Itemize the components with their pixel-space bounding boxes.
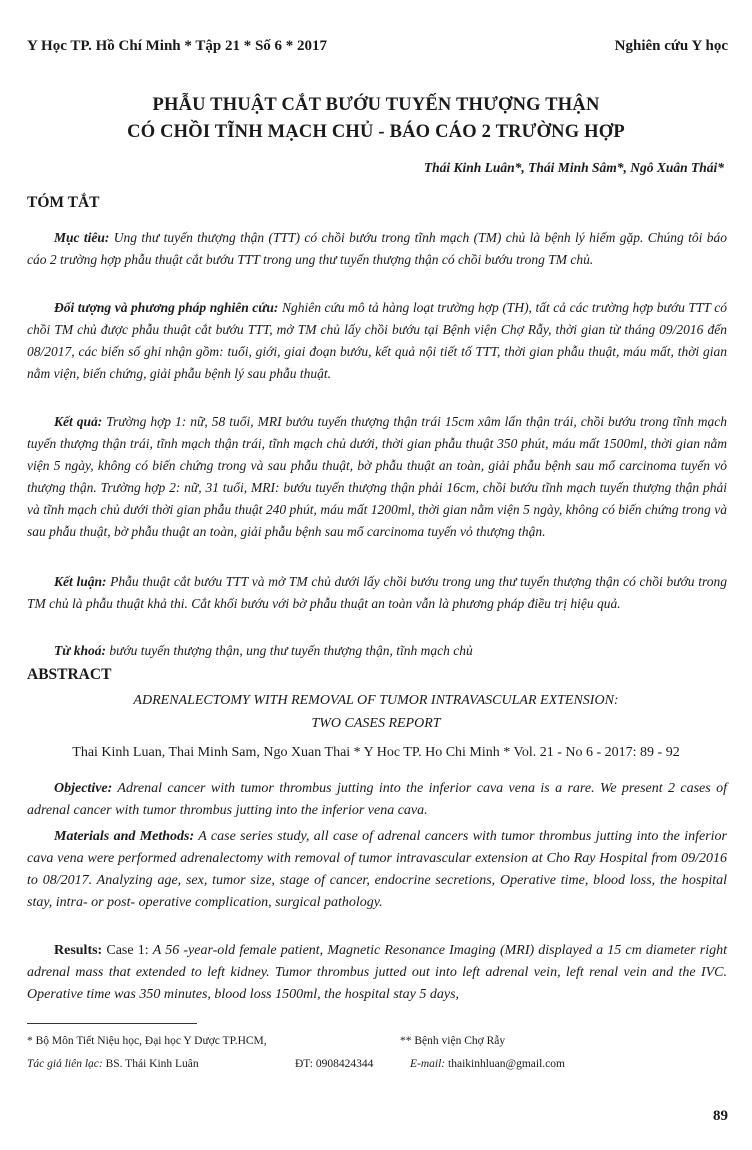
- summary-heading: TÓM TẮT: [27, 194, 100, 211]
- article-title-line1: PHẪU THUẬT CẮT BƯỚU TUYẾN THƯỢNG THẬN: [152, 95, 600, 115]
- abstract-results-text: A 56 -year-old female patient, Magnetic Resonance Imaging (MRI) displayed a 15 cm diameter right adrenal mass that extended to left kidney. Tumor thrombus jutted out into left adrenal vein, left renal vein and the IVC. Operative time was 350 minutes, blood loss 1500ml, the hospital stay 5 days,: [27, 943, 727, 1002]
- summary-conclusion-text: Phẫu thuật cắt bướu TTT và mở TM chủ dưới lấy chồi bướu trong ung thư tuyến thượng thận có chồi bướu trong TM chủ là phẫu thuật khả thi. Cắt khối bướu với bờ phẫu thuật an toàn vẫn là phương pháp điều trị hiệu quả.: [27, 574, 727, 611]
- footnote-contact-name: BS. Thái Kinh Luân: [102, 1058, 199, 1070]
- summary-methods: [27, 297, 727, 385]
- footnote-email: [410, 1058, 565, 1070]
- summary-methods-label: Đối tượng và phương pháp nghiên cứu:: [54, 300, 279, 315]
- summary-objective: [27, 227, 727, 271]
- abstract-objective-text: Adrenal cancer with tumor thrombus jutting into the inferior cava vena is a rare. We present 2 cases of adrenal cancer with tumor thrombus jutting into the inferior vena cava.: [27, 781, 727, 818]
- summary-results: [27, 411, 727, 543]
- summary-results-label: Kết quả:: [54, 414, 103, 429]
- footnote-affiliation-1: * Bộ Môn Tiết Niệu học, Đại học Y Dược TP.HCM,: [27, 1035, 267, 1047]
- author-list: Thái Kinh Luân*, Thái Minh Sâm*, Ngô Xuân Thái*: [423, 160, 724, 175]
- footnote-email-label: E-mail:: [410, 1058, 446, 1070]
- abstract-methods-text: A case series study, all case of adrenal cancers with tumor thrombus jutting into the inferior cava vena were performed adrenalectomy with removal of tumor intravascular extension at Cho Ray Hospital from 09/2016 to 08/2017. Analyzing age, sex, tumor size, stage of cancer, endocrine secretions, Operative time, blood loss, the hospital stay, intra- or post- operative complication, surgical pathology.: [27, 829, 727, 910]
- summary-keywords: [27, 640, 727, 662]
- summary-methods-text: Nghiên cứu mô tả hàng loạt trường hợp (TH), tất cả các trường hợp bướu TTT có chồi TM chủ được phẫu thuật cắt bướu TTT, mở TM chủ lấy chồi bướu tại Bệnh viện Chợ Rẫy, thời gian từ tháng 09/2016 đến 08/2017, các biến số ghi nhận gồm: tuổi, giới, giai đoạn bướu, kết quả nội tiết tố TTT, thời gian phẫu thuật, máu mất, thời gian nằm viện, biến chứng, giải phẫu bệnh lý sau phẫu thuật.: [27, 300, 727, 381]
- summary-keywords-text: bướu tuyến thượng thận, ung thư tuyến thượng thận, tĩnh mạch chủ: [105, 643, 473, 658]
- page-number: 89: [713, 1108, 728, 1124]
- running-header-journal: Y Học TP. Hồ Chí Minh * Tập 21 * Số 6 * 2017: [27, 38, 328, 54]
- footnote-affiliation-2: ** Bệnh viện Chợ Rẫy: [400, 1035, 506, 1047]
- running-header-section: Nghiên cứu Y học: [614, 38, 728, 54]
- summary-keywords-label: Từ khoá:: [54, 643, 106, 658]
- summary-results-text: Trường hợp 1: nữ, 58 tuổi, MRI bướu tuyến thượng thận trái 15cm xâm lấn thận trái, chồi bướu trong tĩnh mạch tuyến thượng thận trái, tĩnh mạch thận trái, tĩnh mạch chủ dưới, thời gian phẫu thuật 350 phút, máu mất 1500ml, thời gian nằm viện 5 ngày, không có biến chứng trong và sau phẫu thuật, bờ phẫu thuật an toàn, giải phẫu bệnh sau mổ carcinoma tuyến vỏ thượng thận. Trường hợp 2: nữ, 31 tuổi, MRI: bướu tuyến thượng thận phải 16cm, chồi bướu tĩnh mạch tuyến thượng thận phải và tĩnh mạch chủ dưới thời gian phẫu thuật 240 phút, máu mất 1200ml, thời gian nằm viện 5 ngày, không có biến chứng trong và sau phẫu thuật, bờ phẫu thuật an toàn, giải phẫu bệnh sau mổ carcinoma tuyến vỏ thượng thận.: [27, 414, 727, 539]
- footnote-email-address: thaikinhluan@gmail.com: [445, 1058, 565, 1070]
- footnote-contact-label: Tác giả liên lạc:: [27, 1058, 103, 1070]
- summary-conclusion-label: Kết luận:: [54, 574, 107, 589]
- abstract-citation: Thai Kinh Luan, Thai Minh Sam, Ngo Xuan Thai * Y Hoc TP. Ho Chi Minh * Vol. 21 - No 6 - 2017: 89 - 92: [72, 745, 680, 760]
- abstract-heading: ABSTRACT: [27, 666, 112, 683]
- abstract-title-line2: TWO CASES REPORT: [311, 716, 441, 731]
- abstract-methods: [27, 826, 727, 914]
- abstract-title-line1: ADRENALECTOMY WITH REMOVAL OF TUMOR INTRAVASCULAR EXTENSION:: [133, 693, 619, 708]
- abstract-results-case1: Case 1:: [102, 943, 153, 958]
- abstract-objective-label: Objective:: [54, 781, 113, 796]
- footnote-contact: [27, 1058, 199, 1070]
- summary-conclusion: [27, 571, 727, 615]
- abstract-objective: [27, 778, 727, 822]
- footnote-divider: [27, 1023, 197, 1024]
- summary-objective-label: Mục tiêu:: [54, 230, 110, 245]
- abstract-methods-label: Materials and Methods:: [54, 829, 195, 844]
- article-title-line2: CÓ CHỒI TĨNH MẠCH CHỦ - BÁO CÁO 2 TRƯỜNG HỢP: [127, 122, 625, 142]
- abstract-results-label: Results:: [54, 943, 103, 958]
- abstract-results: [27, 940, 727, 1006]
- summary-objective-text: Ung thư tuyến thượng thận (TTT) có chồi bướu trong tĩnh mạch (TM) chủ là bệnh lý hiếm gặp. Chúng tôi báo cáo 2 trường hợp phẫu thuật cắt bướu TTT trong ung thư tuyến thượng thận có chồi bướu trong TM chủ.: [27, 230, 727, 267]
- footnote-phone: ĐT: 0908424344: [295, 1058, 374, 1070]
